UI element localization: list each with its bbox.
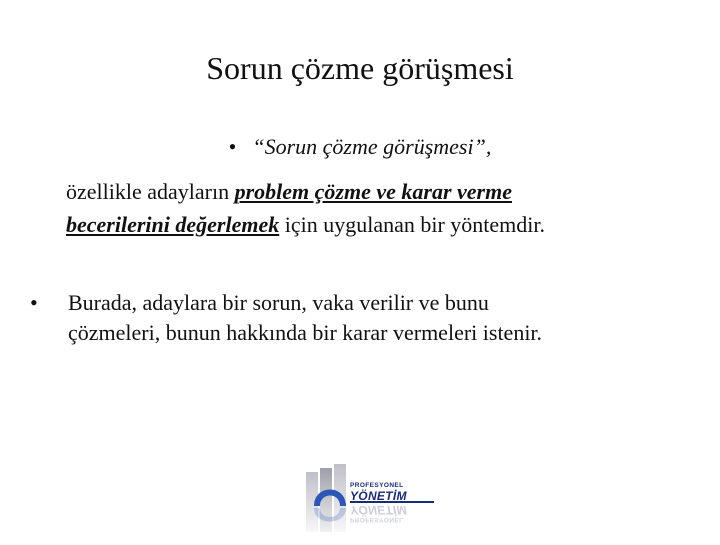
logo-top-text: PROFESYONEL [350, 482, 404, 489]
logo-main-text: YÖNETİM [350, 489, 407, 503]
logo-main-text-reflection: YÖNETİM [350, 503, 407, 517]
bullet-marker: • [228, 134, 237, 159]
bullet-1-emphasis-1: problem çözme ve karar verme [234, 179, 512, 204]
bullet-2-line-2: çözmeleri, bunun hakkında bir karar vermeleri istenir. [68, 320, 543, 345]
bullet-2 [30, 288, 700, 348]
company-logo [300, 462, 450, 540]
slide-title: Sorun çözme görüşmesi [206, 50, 514, 86]
bullet-marker: • [30, 290, 38, 315]
bullet-1-heading [0, 132, 720, 162]
bullet-1-line-1 [56, 175, 696, 208]
bullet-1-line-2 [56, 208, 696, 241]
bullet-1-emphasis-2: becerilerini değerlemek [66, 212, 280, 237]
bullet-2-line-1: Burada, adaylara bir sorun, vaka verilir ve bunu [68, 290, 489, 315]
bullet-1-text-after: için uygulanan bir yöntemdir. [279, 212, 546, 237]
bullet-1-text-before: özellikle adayların [66, 179, 235, 204]
logo-top-text-reflection: PROFESYONEL [350, 516, 404, 523]
bullet-1-quote: “Sorun çözme görüşmesi”, [252, 134, 492, 159]
bullet-1-body [56, 175, 696, 241]
